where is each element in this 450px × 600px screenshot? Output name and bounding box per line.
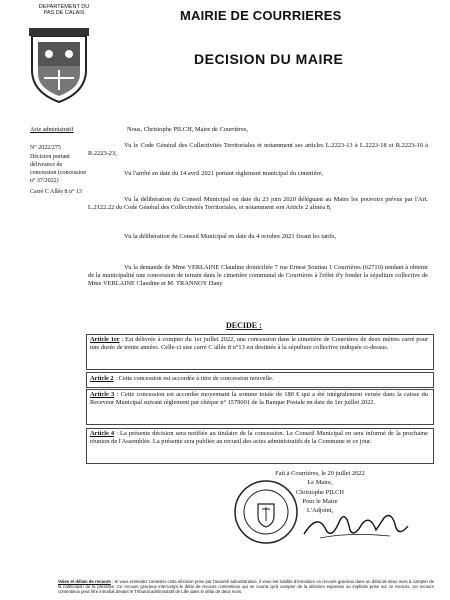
legal-ref-4: Vu la délibération du Conseil Municipal en date du 4 octobre 2021 fixant les tarifs, — [124, 233, 337, 240]
signature-for-mayor: Pour le Maire — [302, 498, 338, 505]
coat-of-arms-logo — [24, 26, 94, 106]
act-type: Acte administratif — [30, 127, 74, 133]
article-1-label: Article 1er — [90, 336, 120, 343]
signature-role: Le Maire, — [307, 479, 333, 486]
document-title: DECISION DU MAIRE — [194, 51, 344, 67]
article-2 — [90, 375, 428, 383]
article-4 — [90, 430, 428, 446]
appeal-notice-label: Voies et délais de recours — [58, 579, 111, 584]
legal-ref-2: Vu l'arrêté en date du 14 avril 2021 portant règlement municipal du cimetière, — [124, 170, 323, 177]
appeal-notice-text: : Si vous entendez contester cette décision prise par l'autorité administrative, il vous est loisible d'introduire un recours gracieux dans un délai de deux mois à compter de la notification de la présente. Ce recours gracieux interrompt le délai de recours contentieux qui ne courra qu'à compter de la décision expresse ou implicite prise sur ce recours. Un recours contentieux peut être introduit devant le Tribunal administratif de Lille dans le délai de deux mois. — [58, 579, 434, 595]
signature-place-date: Fait à Courrières, le 29 juillet 2022 — [275, 470, 365, 477]
article-3 — [90, 391, 428, 407]
legal-ref-3: Vu la délibération du Conseil Municipal en date du 23 juin 2020 déléguant au Maire les pouvoirs prévus par l'Art. L.2122.22 du Code Général des Collectivités Territoriales, et notamment son Article 2 alinéa 8, — [88, 196, 428, 212]
act-subject: Décision portant délivrance de concession (concession n° 37/2022) — [30, 154, 87, 184]
article-4-text: : La présente décision sera notifiée au titulaire de la concession. Le Conseil Municipal en sera informé de la prochaine réunion de l'Assemblée. La présente sera publiée au recueil des actes administratifs de la Commune et ce jour. — [90, 430, 428, 446]
town-hall-title: MAIRIE DE COURRIERES — [180, 8, 342, 23]
signature-adjoint: L'Adjoint, — [306, 507, 334, 514]
act-number: N° 2022/275 — [30, 145, 61, 151]
official-stamp — [232, 478, 300, 546]
article-3-text: : Cette concession est accordée moyennant la somme totale de 180 € qui a été intégralement versée dans la caisse du Receveur Municipal suivant règlement par chèque n° 1579001 de la Banque Postale en date du 1er juillet 2022. — [90, 391, 428, 407]
article-1-text: : Est délivrée à compter du 1er juillet 2022, une concession dans le cimetière de Courrières de deux mètres carré pour une durée de trente années. Celle-ci sise carré C allée 8 n°13 est destinée à la sépulture collective indiquée ci-dessus. — [90, 336, 428, 352]
article-1 — [90, 336, 428, 352]
mayor-intro: Nous, Christophe PILCH, Maire de Courrières, — [127, 126, 249, 133]
article-4-label: Article 4 — [90, 430, 115, 437]
article-2-text: : Cette concession est accordée à titre de concession nouvelle. — [115, 375, 274, 382]
department-header: DEPARTEMENT DU PAS DE CALAIS — [38, 4, 90, 16]
article-2-label: Article 2 — [90, 375, 114, 382]
article-3-label: Article 3 — [90, 391, 115, 398]
legal-ref-1: Vu le Code Général des Collectivités Territoriales et notamment ses articles L.2223-13 à L.2223-18 et R.2223-10 à R.2223-23, — [88, 142, 428, 158]
appeal-notice — [58, 579, 434, 595]
plot-location: Carré C Allée 8 n° 13 — [30, 189, 82, 195]
request-paragraph: Vu la demande de Mme VERLAINE Claudine domiciliée 7 rue Ernest Soutiau 1 Courrières (62710) tendant à obtenir de la municipalité une concession de terrain dans le cimetière communal de Courrières à l'effet d'y fonder la sépulture collective de Mme VERLAINE Claudine et M. TRANNOY Dany — [88, 264, 428, 288]
decide-heading: DECIDE : — [226, 321, 262, 330]
handwritten-signature — [300, 508, 410, 542]
signature-name: Christophe PILCH — [295, 489, 345, 496]
